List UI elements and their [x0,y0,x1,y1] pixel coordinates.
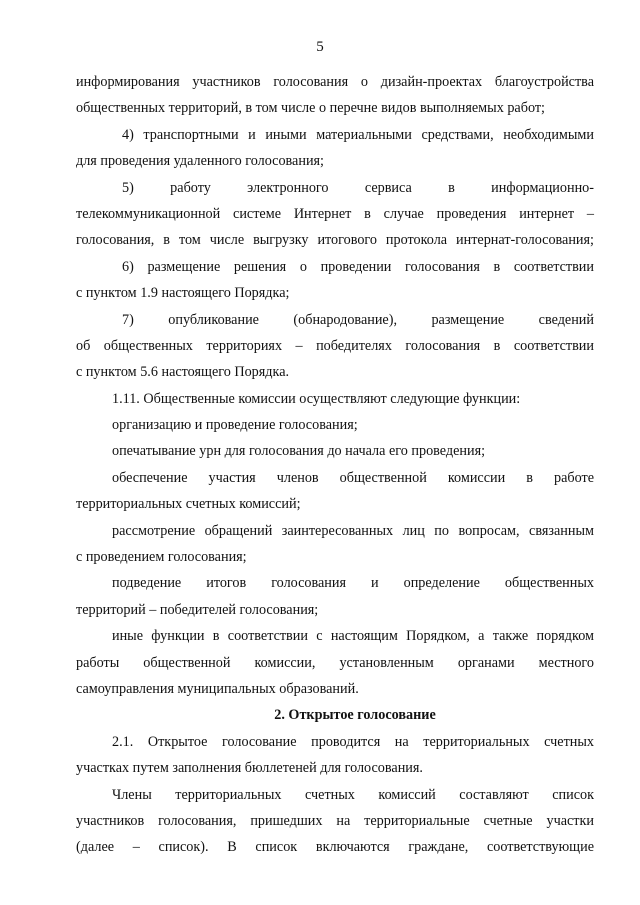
text-line: (далее – список). В список включаются граждане, соответствующие [76,839,594,856]
text-line: 4) транспортными и иными материальными средствами, необходимыми [122,126,594,143]
text-line: 1.11. Общественные комиссии осуществляют следующие функции: [112,390,521,407]
text-line: 5) работу электронного сервиса в информационно- [122,179,594,196]
text-line: обеспечение участия членов общественной комиссии в работе [112,469,594,486]
text-line: об общественных территориях – победителях голосования в соответствии [76,337,594,354]
text-line: территориальных счетных комиссий; [76,496,301,513]
text-line: телекоммуникационной системе Интернет в случае проведения интернет – [76,205,594,222]
text-line: работы общественной комиссии, установленным органами местного [76,654,594,671]
text-line: иные функции в соответствии с настоящим Порядком, а также порядком [112,628,594,645]
text-line: участках путем заполнения бюллетеней для голосования. [76,760,423,777]
text-line: с пунктом 5.6 настоящего Порядка. [76,364,290,381]
text-line: организацию и проведение голосования; [112,417,358,434]
text-line: подведение итогов голосования и определение общественных [112,575,594,592]
page-number: 5 [316,39,324,55]
document-body [76,69,594,861]
text-line: голосования, в том числе выгрузку итогового протокола интернат-голосования; [76,232,594,249]
text-line: Члены территориальных счетных комиссий составляют список [112,786,594,803]
text-line: самоуправления муниципальных образований. [76,680,359,697]
text-line: с пунктом 1.9 настоящего Порядка; [76,285,290,302]
text-line: информирования участников голосования о дизайн-проектах благоустройства [76,74,594,90]
text-line: 2.1. Открытое голосование проводится на территориальных счетных [112,733,594,750]
text-line: 7) опубликование (обнародование), размещение сведений [122,311,594,328]
text-line: территорий – победителей голосования; [76,601,319,618]
text-line: 6) размещение решения о проведении голосования в соответствии [122,258,594,275]
text-line: опечатывание урн для голосования до начала его проведения; [112,443,486,460]
text-line: общественных территорий, в том числе о перечне видов выполняемых работ; [76,100,545,117]
section-heading: 2. Открытое голосование [274,707,436,724]
text-line: рассмотрение обращений заинтересованных лиц по вопросам, связанным [112,522,594,539]
text-line: участников голосования, пришедших на территориальные счетные участки [76,812,594,829]
text-line: с проведением голосования; [76,549,247,566]
text-line: для проведения удаленного голосования; [76,153,325,170]
